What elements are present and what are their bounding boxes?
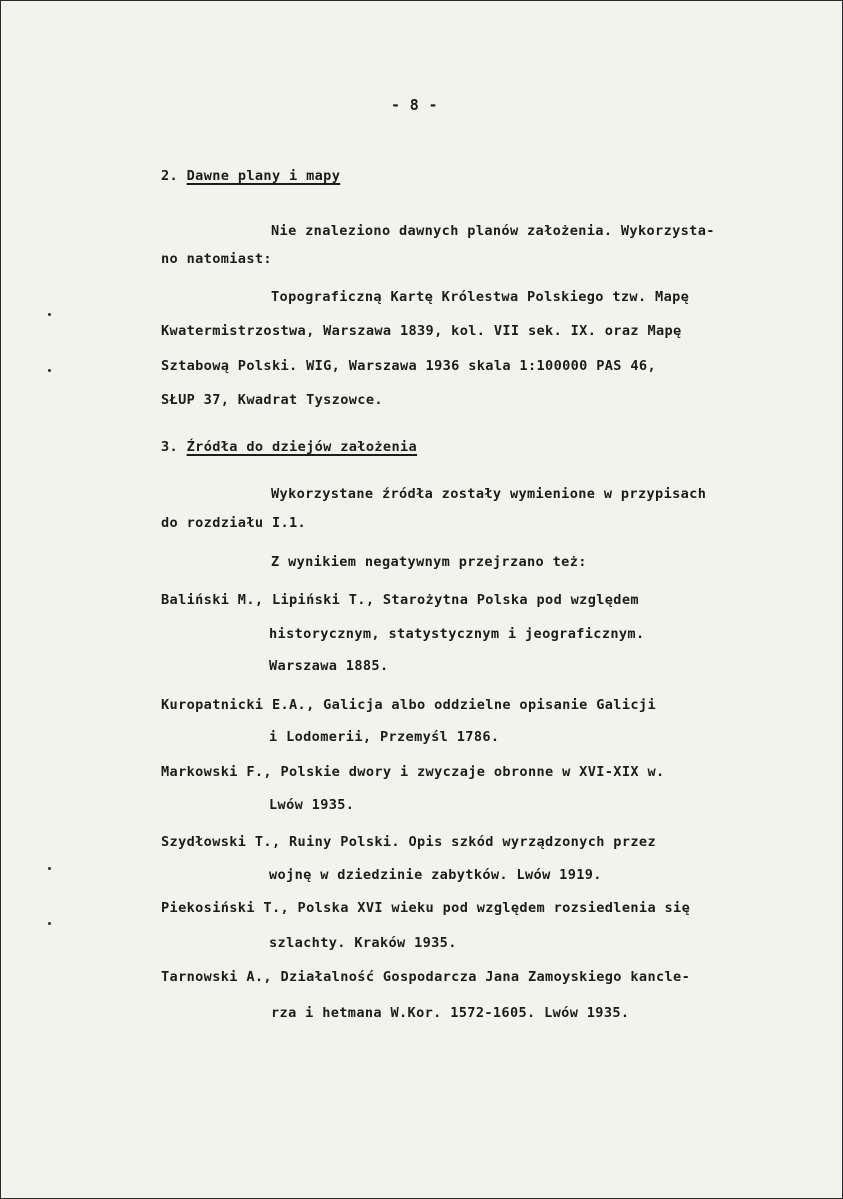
reference-1-line-3: Warszawa 1885.	[269, 658, 389, 674]
reference-6-line-1: Tarnowski A., Działalność Gospodarcza Jana Zamoyskiego kancle-	[161, 969, 691, 985]
page-number: - 8 -	[391, 96, 438, 114]
section-3-line-2: do rozdziału I.1.	[161, 515, 307, 531]
section-3-line-1: Wykorzystane źródła zostały wymienione w przypisach	[271, 486, 707, 502]
margin-dot	[48, 867, 51, 870]
section-2-number: 2.	[161, 168, 179, 184]
margin-dot	[48, 313, 51, 316]
section-3-line-3: Z wynikiem negatywnym przejrzano też:	[271, 554, 587, 570]
reference-5-line-1: Piekosiński T., Polska XVI wieku pod względem rozsiedlenia się	[161, 900, 691, 916]
section-2-line-6: SŁUP 37, Kwadrat Tyszowce.	[161, 392, 383, 408]
section-2-line-5: Sztabową Polski. WIG, Warszawa 1936 skala 1:100000 PAS 46,	[161, 358, 656, 374]
reference-4-line-2: wojnę w dziedzinie zabytków. Lwów 1919.	[269, 867, 602, 883]
section-2-heading	[161, 167, 340, 185]
reference-1-line-2: historycznym, statystycznym i jeograficznym.	[269, 626, 645, 642]
margin-dot	[48, 922, 51, 925]
section-3-heading	[161, 438, 417, 456]
reference-1-line-1: Baliński M., Lipiński T., Starożytna Polska pod względem	[161, 592, 639, 608]
reference-4-line-1: Szydłowski T., Ruiny Polski. Opis szkód wyrządzonych przez	[161, 834, 656, 850]
section-2-line-3: Topograficzną Kartę Królestwa Polskiego tzw. Mapę	[271, 289, 690, 305]
reference-2-line-1: Kuropatnicki E.A., Galicja albo oddzielne opisanie Galicji	[161, 697, 656, 713]
section-3-title: Źródła do dziejów założenia	[186, 439, 418, 455]
reference-3-line-1: Markowski F., Polskie dwory i zwyczaje obronne w XVI-XIX w.	[161, 764, 665, 780]
reference-3-line-2: Lwów 1935.	[269, 797, 355, 813]
margin-dot	[48, 369, 51, 372]
section-2-line-1: Nie znaleziono dawnych planów założenia. Wykorzysta-	[271, 223, 715, 239]
reference-2-line-2: i Lodomerii, Przemyśl 1786.	[269, 729, 500, 745]
section-2-title: Dawne plany i mapy	[186, 168, 341, 184]
section-2-line-4: Kwatermistrzostwa, Warszawa 1839, kol. VII sek. IX. oraz Mapę	[161, 323, 682, 339]
section-2-line-2: no natomiast:	[161, 251, 272, 267]
reference-5-line-2: szlachty. Kraków 1935.	[269, 935, 457, 951]
section-3-number: 3.	[161, 439, 179, 455]
reference-6-line-2: rza i hetmana W.Kor. 1572-1605. Lwów 1935.	[271, 1005, 630, 1021]
